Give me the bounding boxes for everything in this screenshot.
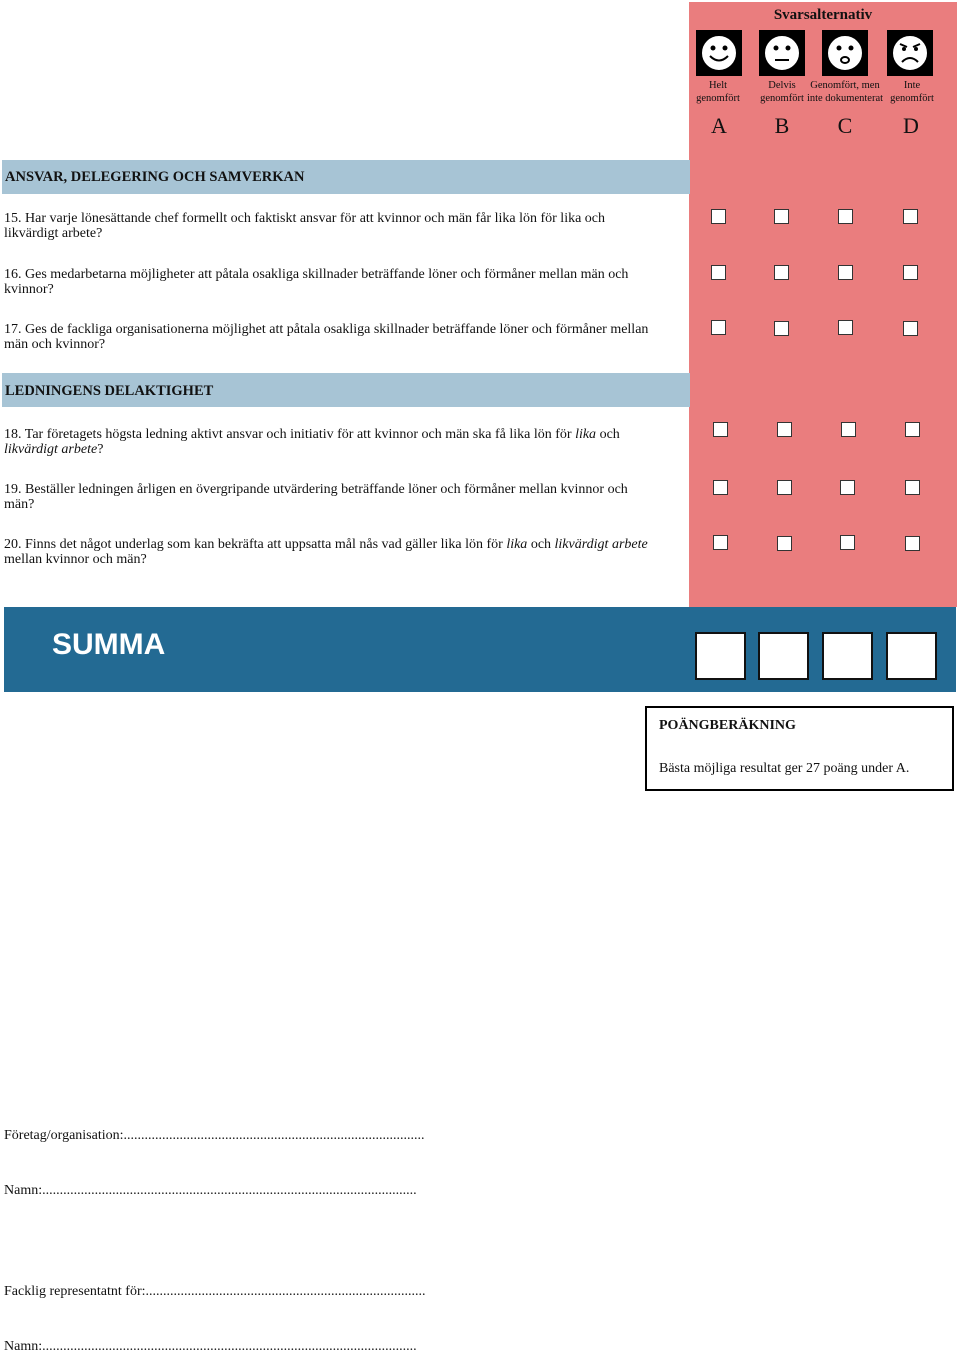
q17-checkbox-b[interactable] xyxy=(774,321,789,336)
smiley-surprised-icon xyxy=(822,30,868,76)
question-20: 20. Finns det något underlag som kan bekräfta att uppsatta mål nås vad gäller lika lön för lika och likvärdigt arbete mellan kvinnor och män? xyxy=(4,537,648,567)
question-18: 18. Tar företagets högsta ledning aktivt ansvar och initiativ för att kvinnor och män ska få lika lön för lika och likvärdigt arbete? xyxy=(4,427,620,457)
q20-checkbox-d[interactable] xyxy=(905,536,920,551)
q16-checkbox-d[interactable] xyxy=(903,265,918,280)
q20-checkbox-b[interactable] xyxy=(777,536,792,551)
q19-checkbox-a[interactable] xyxy=(713,480,728,495)
q20-checkbox-a[interactable] xyxy=(713,535,728,550)
summa-label: SUMMA xyxy=(52,628,166,661)
question-16: 16. Ges medarbetarna möjligheter att påtala osakliga skillnader beträffande löner och förmåner mellan män och kvinnor? xyxy=(4,267,629,297)
option-c-label: Genomfört, men inte dokumenterat xyxy=(806,80,884,104)
q17-checkbox-a[interactable] xyxy=(711,320,726,335)
panel-title: Svarsalternativ xyxy=(773,7,873,23)
q15-checkbox-b[interactable] xyxy=(774,209,789,224)
union-representative-field[interactable]: Facklig representatnt för:................................................................................ xyxy=(4,1284,426,1299)
question-19: 19. Beställer ledningen årligen en övergripande utvärdering beträffande löner och förmåner mellan kvinnor och män? xyxy=(4,482,628,512)
q19-checkbox-d[interactable] xyxy=(905,480,920,495)
smiley-sad-icon xyxy=(887,30,933,76)
scoring-title: POÄNGBERÄKNING xyxy=(659,718,796,733)
q18-checkbox-c[interactable] xyxy=(841,422,856,437)
sum-box-a[interactable] xyxy=(695,632,746,680)
option-a-letter: A xyxy=(711,113,727,138)
q20-checkbox-c[interactable] xyxy=(840,535,855,550)
option-a-label: Helt genomfört xyxy=(696,80,740,104)
q17-checkbox-d[interactable] xyxy=(903,321,918,336)
q15-checkbox-a[interactable] xyxy=(711,209,726,224)
q18-checkbox-d[interactable] xyxy=(905,422,920,437)
name-field-2[interactable]: Namn:........................................................................................................... xyxy=(4,1339,417,1354)
name-field-1[interactable]: Namn:........................................................................................................... xyxy=(4,1183,417,1198)
option-d-label: Inte genomfört xyxy=(890,80,934,104)
q16-checkbox-b[interactable] xyxy=(774,265,789,280)
q19-checkbox-c[interactable] xyxy=(840,480,855,495)
option-b-label: Delvis genomfört xyxy=(760,80,804,104)
question-15: 15. Har varje lönesättande chef formellt och faktiskt ansvar för att kvinnor och män får lika lön för lika och likvärdigt arbete? xyxy=(4,211,606,241)
question-17: 17. Ges de fackliga organisationerna möjlighet att påtala osakliga skillnader beträffande löner och förmåner mellan män och kvinnor? xyxy=(4,322,649,352)
sum-box-c[interactable] xyxy=(822,632,873,680)
option-d-letter: D xyxy=(903,113,919,138)
q18-checkbox-a[interactable] xyxy=(713,422,728,437)
section-header-ledningens-delaktighet: LEDNINGENS DELAKTIGHET xyxy=(2,373,690,407)
smiley-neutral-icon xyxy=(759,30,805,76)
q19-checkbox-b[interactable] xyxy=(777,480,792,495)
sum-box-b[interactable] xyxy=(758,632,809,680)
option-b-letter: B xyxy=(774,113,790,138)
company-field[interactable]: Företag/organisation:...................................................................................... xyxy=(4,1128,425,1143)
q17-checkbox-c[interactable] xyxy=(838,320,853,335)
sum-box-d[interactable] xyxy=(886,632,937,680)
q18-checkbox-b[interactable] xyxy=(777,422,792,437)
q16-checkbox-a[interactable] xyxy=(711,265,726,280)
scoring-text: Bästa möjliga resultat ger 27 poäng under A. xyxy=(659,761,910,776)
q16-checkbox-c[interactable] xyxy=(838,265,853,280)
option-c-letter: C xyxy=(837,113,853,138)
section-header-ansvar: ANSVAR, DELEGERING OCH SAMVERKAN xyxy=(2,160,690,194)
q15-checkbox-c[interactable] xyxy=(838,209,853,224)
smiley-happy-icon xyxy=(696,30,742,76)
q15-checkbox-d[interactable] xyxy=(903,209,918,224)
